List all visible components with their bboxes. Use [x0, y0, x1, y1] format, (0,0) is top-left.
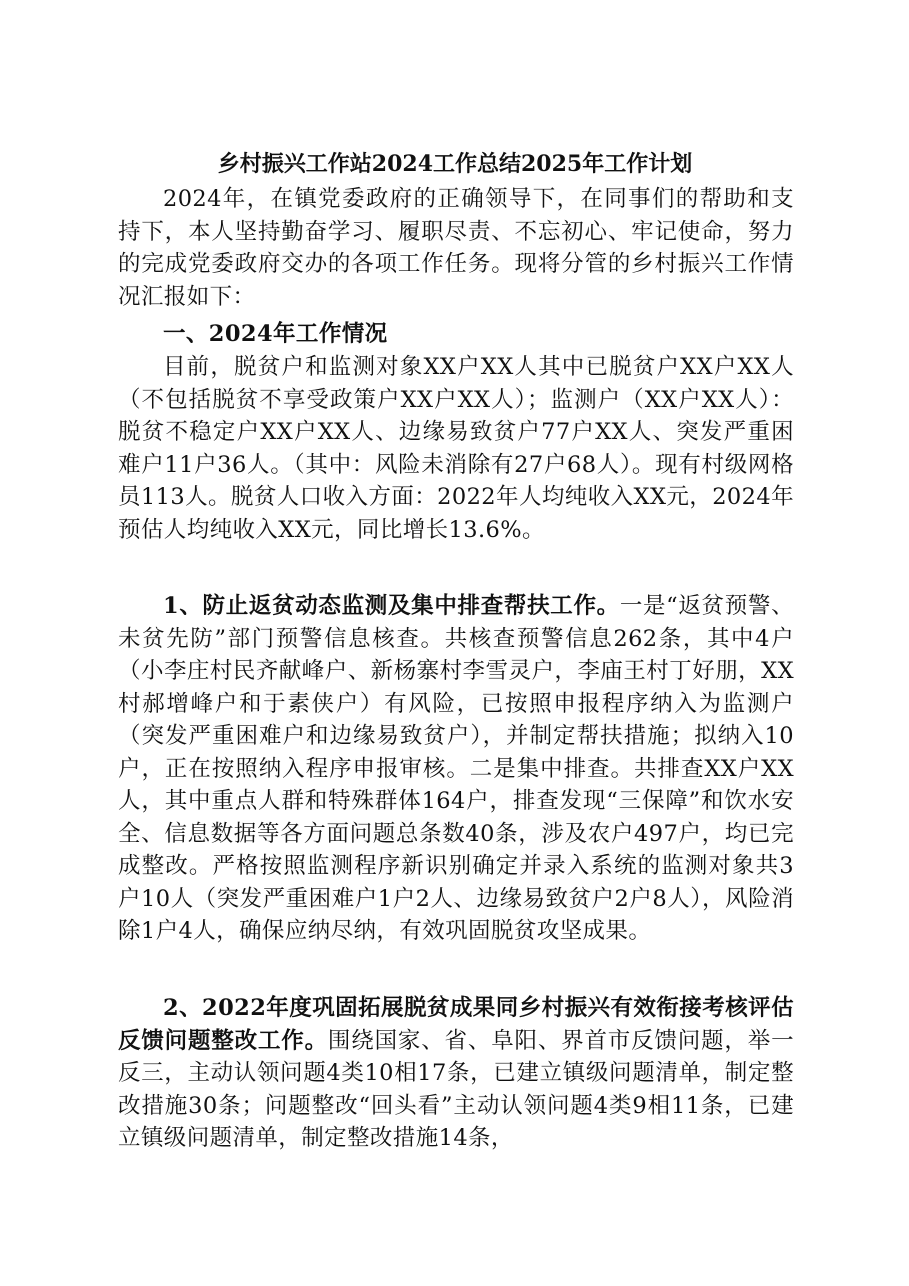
section1-paragraph: 目前，脱贫户和监测对象XX户XX人其中已脱贫户XX户XX人（不包括脱贫不享受政策户XX户XX人）；监测户（XX户XX人）：脱贫不稳定户XX户XX人、边缘易致贫户77户XX人、突发严重困难户11户36人。（其中：风险未消除有27户68人）。现有村级网格员113人。脱贫人口收入方面：2022年人均纯收入XX元，2024年预估人均纯收入XX元，同比增长13.6%。	[118, 354, 794, 543]
intro-paragraph: 2024年，在镇党委政府的正确领导下，在同事们的帮助和支持下，本人坚持勤奋学习、履职尽责、不忘初心、牢记使命，努力的完成党委政府交办的各项工作任务。现将分管的乡村振兴工作情况汇报如下：	[118, 186, 794, 310]
section-heading-2024-work: 一、2024年工作情况	[163, 321, 388, 347]
item1-body: 一是“返贫预警、未贫先防”部门预警信息核查。共核查预警信息262条，其中4户（小李庄村民齐献峰户、新杨寨村李雪灵户，李庙王村丁好朋，XX村郝增峰户和于素侠户）有风险，已按照申报程序纳入为监测户（突发严重困难户和边缘易致贫户），并制定帮扶措施；拟纳入10户，正在按照纳入程序申报审核。二是集中排查。共排查XX户XX人，其中重点人群和特殊群体164户，排查发现“三保障”和饮水安全、信息数据等各方面问题总条数40条，涉及农户497户，均已完成整改。严格按照监测程序新识别确定并录入系统的监测对象共3户10人（突发严重困难户1户2人、边缘易致贫户2户8人），风险消除1户4人，确保应纳尽纳，有效巩固脱贫攻坚成果。	[118, 593, 794, 944]
item1-paragraph	[118, 590, 794, 948]
item2-body: 围绕国家、省、阜阳、界首市反馈问题，举一反三，主动认领问题4类10相17条，已建立镇级问题清单，制定整改措施30条；问题整改“回头看”主动认领问题4类9相11条，已建立镇级问题清单，制定整改措施14条，	[118, 1027, 794, 1151]
item2-lead: 2、2022年度巩固拓展脱贫成果同乡村振兴有效衔接考核评估反馈问题整改工作。	[118, 995, 794, 1054]
item2-paragraph	[118, 992, 794, 1155]
item1-lead: 1、防止返贫动态监测及集中排查帮扶工作。	[163, 593, 620, 619]
document-title: 乡村振兴工作站2024工作总结2025年工作计划	[217, 151, 693, 177]
